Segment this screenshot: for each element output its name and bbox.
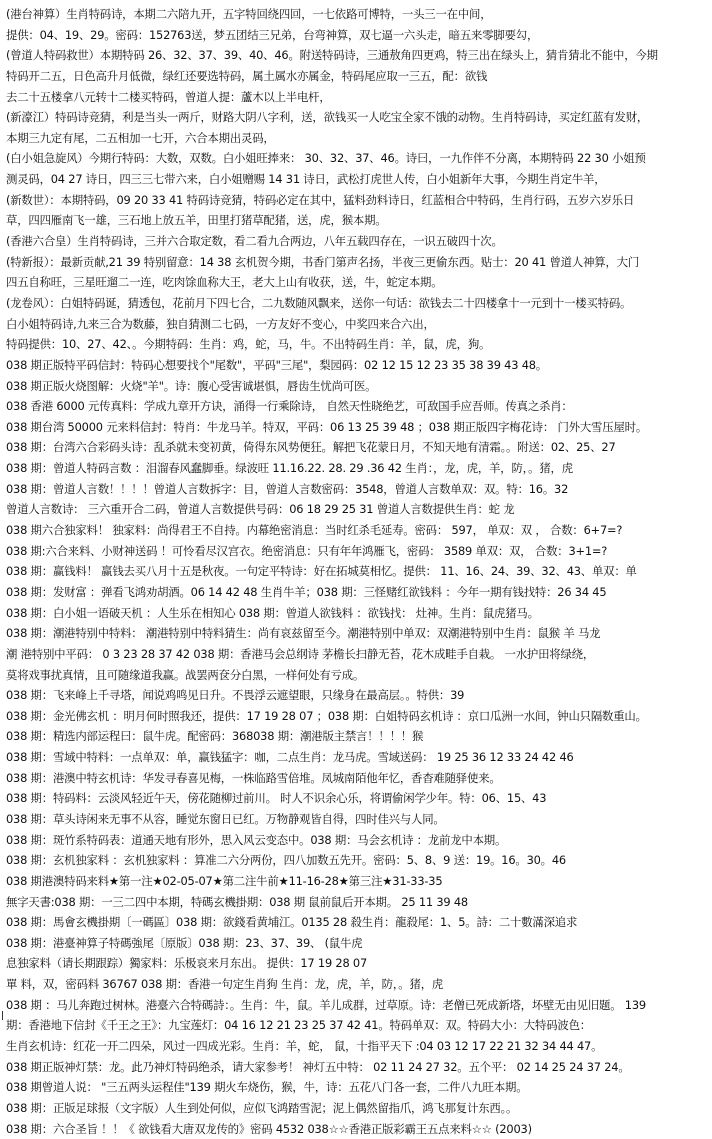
text-line: 單 料，双，密码料 36767 038 期：香港一句定生肖狗 生肖：龙，虎，羊，防，。猪，虎 [6,977,444,992]
text-line: 038 期：玄机独家料 ：玄机独家料 ：算准二六分两份，四八加数五先开。密码：5、8、9 送：19。16。30。46 [6,853,566,868]
text-line: (新濠江）特码诗竞猜，利是当头一两斤，财路大阴八字利，送，欲钱买一人吃宝全家不饿的动物。生肖特码诗，买定红蓝有发财， [6,110,649,125]
text-line: 038 期:六合来料、小财神送码 ！可怜看尽汉宫衣。绝密消息：只有年年鸿雁飞，密码： 3589 单双：双， 合数：3+1=? [6,543,608,558]
text-line: 草，四四雁南飞一雄，三石地上放五羊，田里打猪草配猪，送，虎，猴本期。 [6,213,387,228]
text-line: 038 期正版火烧图解：火烧"羊"。诗：腹心受害诚堪惧，唇齿生忧尚可医。 [6,378,377,393]
text-line: (特新报）：最新贡献,21 39 特别留意：14 38 玄机贺今期，书香门第声名扬，半夜三更偷东西。贴士：20 41 曾道人神算，大门 [6,254,640,269]
text-line: 038 期：港臺神算子特碼強尾〔原版〕038 期：23、37、39、 (鼠牛虎 [6,935,363,950]
text-line: 测灵码，04 27 诗日，四三三七带六来，白小姐赠赐 14 31 诗日，武松打虎世人传，白小姐新年大事，今期生肖定牛羊， [6,172,606,187]
text-line: 特码提供：10、27、42、。今期特码：生肖：鸡，蛇，马，牛。不出特码生肖：羊，鼠，虎，狗。 [6,337,491,352]
text-line: 038 期：白小姐一语破天机 ：人生乐在相知心 038 期：曾道人欲钱料 ：欲钱找： 灶神。生肖：鼠虎猪马。 [6,605,539,620]
text-line: 038 期：飞来峰上千寻塔，闻说鸡鸣见日升。不畏浮云遮望眼，只缘身在最高层。。特供：39 [6,688,465,703]
text-line: 去二十五楼拿八元转十二楼买特码，曾道人提：蘆木以上半电杆， [6,89,331,104]
text-line: 038 期台湾 50000 元来料信封：特肖：牛龙马羊。特双，平码：06 13 25 39 48 ；038 期正版四字梅花诗： 门外大雪压屋时。 [6,419,648,434]
text-line: 038 期：曾道人言数！！！！曾道人言数拆字：目，曾道人言数密码：3548，曾道人言数单双：双。特：16。32 [6,481,569,496]
text-line: 038 期正版特平码信封：特码心想要找个"尾数"，平码"三尾"，梨园码：02 12 15 12 23 35 38 39 43 48。 [6,357,547,372]
text-line: 038 期：草头诗闲来无事不从容，睡觉东窗日已红。万物静观皆自得，四时佳兴与人同。 [6,811,445,826]
document-body [6,4,708,1136]
text-line: 038 期：斑竹系特码表：道通天地有形外，思入风云变态中。038 期：马会玄机诗 ：龙前龙中本期。 [6,832,507,847]
text-line: 038 期：发财富 ：弹看飞鸿劝胡酒。06 14 42 48 生肖牛羊；038 期：三怪赌红欲钱料 ：今年一期有钱找特：26 34 45 [6,584,607,599]
text-line: 038 期正版神灯禁：龙。此乃神灯特码绝杀，请大家参考！ 神灯五中特： 02 11 24 27 32。五个平： 02 14 25 24 37 24。 [6,1059,630,1074]
text-line: 曾道人言数诗： 三六重开合二码，曾道人言数提供号码：06 18 29 25 31 曾道人言数提供生肖：蛇 龙 [6,502,515,517]
text-line: 莫将戏事扰真情，且可随缘道我赢。战罢两奁分白黑，一样何处有亏成。 [6,667,365,682]
text-line: 特码开二五，日色高升月低微，绿红还要选特码，属土属水亦属金，特码尾应取一三五，配：欲钱 [6,68,488,83]
text-line: 生肖玄机诗：红花一开二四朵，风过一四成光彩。生肖：羊，蛇， 鼠，十指平天下 :04 03 12 17 22 21 32 34 44 47。 [6,1039,603,1054]
text-line: 潮 港特别中平码： 0 3 23 28 37 42 038 期：香港马会总纲诗 茅檐长扫静无苔，花木成畦手自栽。 一水护田将绿绕， [6,646,595,661]
text-line: 白小姐特码诗,九来三合为数藤，独自猜测二七码，一方友好不变心，中奖四来合六出， [6,316,435,331]
text-line: 038 期：馬會玄機掛期〔一碼區〕038 期：欲錢看黄埔江。0135 28 殺生肖：龍殺尾：1、5。詩：二十數滿深追求 [6,915,578,930]
text-line: 期：香港地下信封《千王之王》：九宝莲灯：04 16 12 21 23 25 37 42 41。特码单双：双。特码大小：大特码波色： [6,1018,591,1033]
text-line: 四五自称旺，三星旺遛二一连，吃肉馀血称大王，老大上山有收获，送，牛，蛇定本期。 [6,275,443,290]
text-line: 038 期：六合圣旨 ！！《 欲钱看大唐双龙传的》密码 4532 038☆☆香港正版彩霸王五点来料☆☆ (2003) [6,1121,532,1136]
text-line: 038 期港澳特码来料★第一注★02-05-07★第二注牛前★11-16-28★第三注★31-33-35 [6,873,443,888]
text-line: 息独家料（请长期跟踪）獨家料：乐极哀来月东出。 提供：17 19 28 07 [6,956,368,971]
text-line: (港台神算）生肖特码诗，本期二六陪九开，五字特回绕四回，一七依路可博特，一头三一在中间， [6,7,492,21]
text-line: 提供：04、19、29。密码：152763送，梦五团结三兄弟，台弯神算，双七逼一六头走，暗五来零脚要勾， [6,27,539,42]
text-line: (香港六合皇）生肖特码诗，三并六合取定数，看二看九合两边，八年五载四存在，一识五破四十次。 [6,234,503,249]
page-edge-mark [2,1011,3,1020]
text-line: 無字天書:038 期：一三二四中本期，特碼玄機掛期：038 期 鼠前鼠后开本期。 25 11 39 48 [6,894,468,909]
text-line: 038 期：特码料：云淡风轻近午天，傍花随柳过前川。 时人不识余心乐，将谓偷闲学少年。特：06、15、43 [6,791,547,806]
text-line: (白小姐急旋风）今期行特码：大数，双数。白小姐旺捧来： 30、32、37、46。诗曰，一九作伴不分离，本期特码 22 30 小姐预 [6,151,646,166]
text-line: 038 期：曾道人特码言数 ：泪溜春风蠢脚垂。绿波旺 11.16.22. 28. 29 .36 42 生肖：，龙，虎，羊，防，。猪，虎 [6,461,573,476]
text-line: 038 期：正版足球报（文字版）人生到处何似，应似飞鸿踏雪泥；泥上偶然留指爪，鸿飞那复计东西。。 [6,1100,518,1115]
text-line: 038 期：港澳中特玄机诗：华发寻春喜见梅，一株临路雪倍堆。凤城南陌他年忆，香杳难随驿使来。 [6,770,501,785]
text-line: 038 期：赢钱料！ 赢钱去买八月十五是秋夜。一句定平特诗：好在拓城莫相忆。提供： 11、16、24、39、32、43、单双：单 [6,564,637,579]
text-line: 038 期：金光佛玄机 ：明月何时照我还，提供：17 19 28 07 ；038 期：白姐特码玄机诗 ：京口瓜洲一水间，钟山只隔数重山。 [6,708,647,723]
text-line: (龙卷风）：白姐特码诞，猜透包，花前月下四七合，二九数随风飘来，送你一句话：欲钱去二十四楼拿十一元到十一楼买特码。 [6,295,632,310]
text-line: (曾道人特码救世）本期特码 26、32、37、39、40、46。附送特码诗，三通敖角四更鸡，特三出在绿头上，猜肯猜北不能中，今期 [6,48,658,63]
text-line: 038 期：台湾六合彩码头诗：乱杀就未变初黄，倚得东风势便狂。解把飞花蒙日月，不知天地有清霜。。附送：02、25、27 [6,440,616,455]
text-line: 038 香港 6000 元传真料：学成九章开方诀，涌得一行乘除诗， 自然天性晓绝艺，可敌国手应吾师。传真之杀肖： [6,399,573,414]
text-line: 038 期：精选内部运程曰：鼠牛虎。配密码：368038 期：潮港版主禁言！！！！猴 [6,729,424,744]
text-line: 038 期 ：马儿奔跑过树林。港臺六合特碼詩：。生肖：牛，鼠。羊儿成群，过草原。诗：老僧已死成新塔，坏壁无由见旧题。 139 [6,997,646,1012]
text-line: 038 期曾道人说： "三五两头运程佳"139 期火车烧伤，猴，牛，诗：五花八门各一套，二件八九旺本期。 [6,1080,528,1095]
text-line: 038 期：雪域中特料：一点单双：单，赢钱猛字：咖，二点生肖：龙马虎。雪域送码： 19 25 36 12 33 24 42 46 [6,750,574,765]
text-line: 038 期：潮港特别中特料： 潮港特别中特料猜生：尚有哀兹留至今。潮港特别中单双：双潮港特别中生肖：鼠猴 羊 马龙 [6,626,601,641]
text-line: (新数世）：本期特码，09 20 33 41 特码诗竞猜，特码必定在其中，猛料劲料诗日，红蓝相合中特码，生肖行码，五岁六岁乐日 [6,192,635,207]
text-line: 本期三九定有尾，二五相加一七开，六合本期出灵码， [6,130,275,145]
text-line: 038 期六合独家料！ 独家料：尚得君王不自持。内幕绝密消息：当时红杀毛延寿。密码： 597， 单双：双 ， 合数：6+7=? [6,523,623,538]
